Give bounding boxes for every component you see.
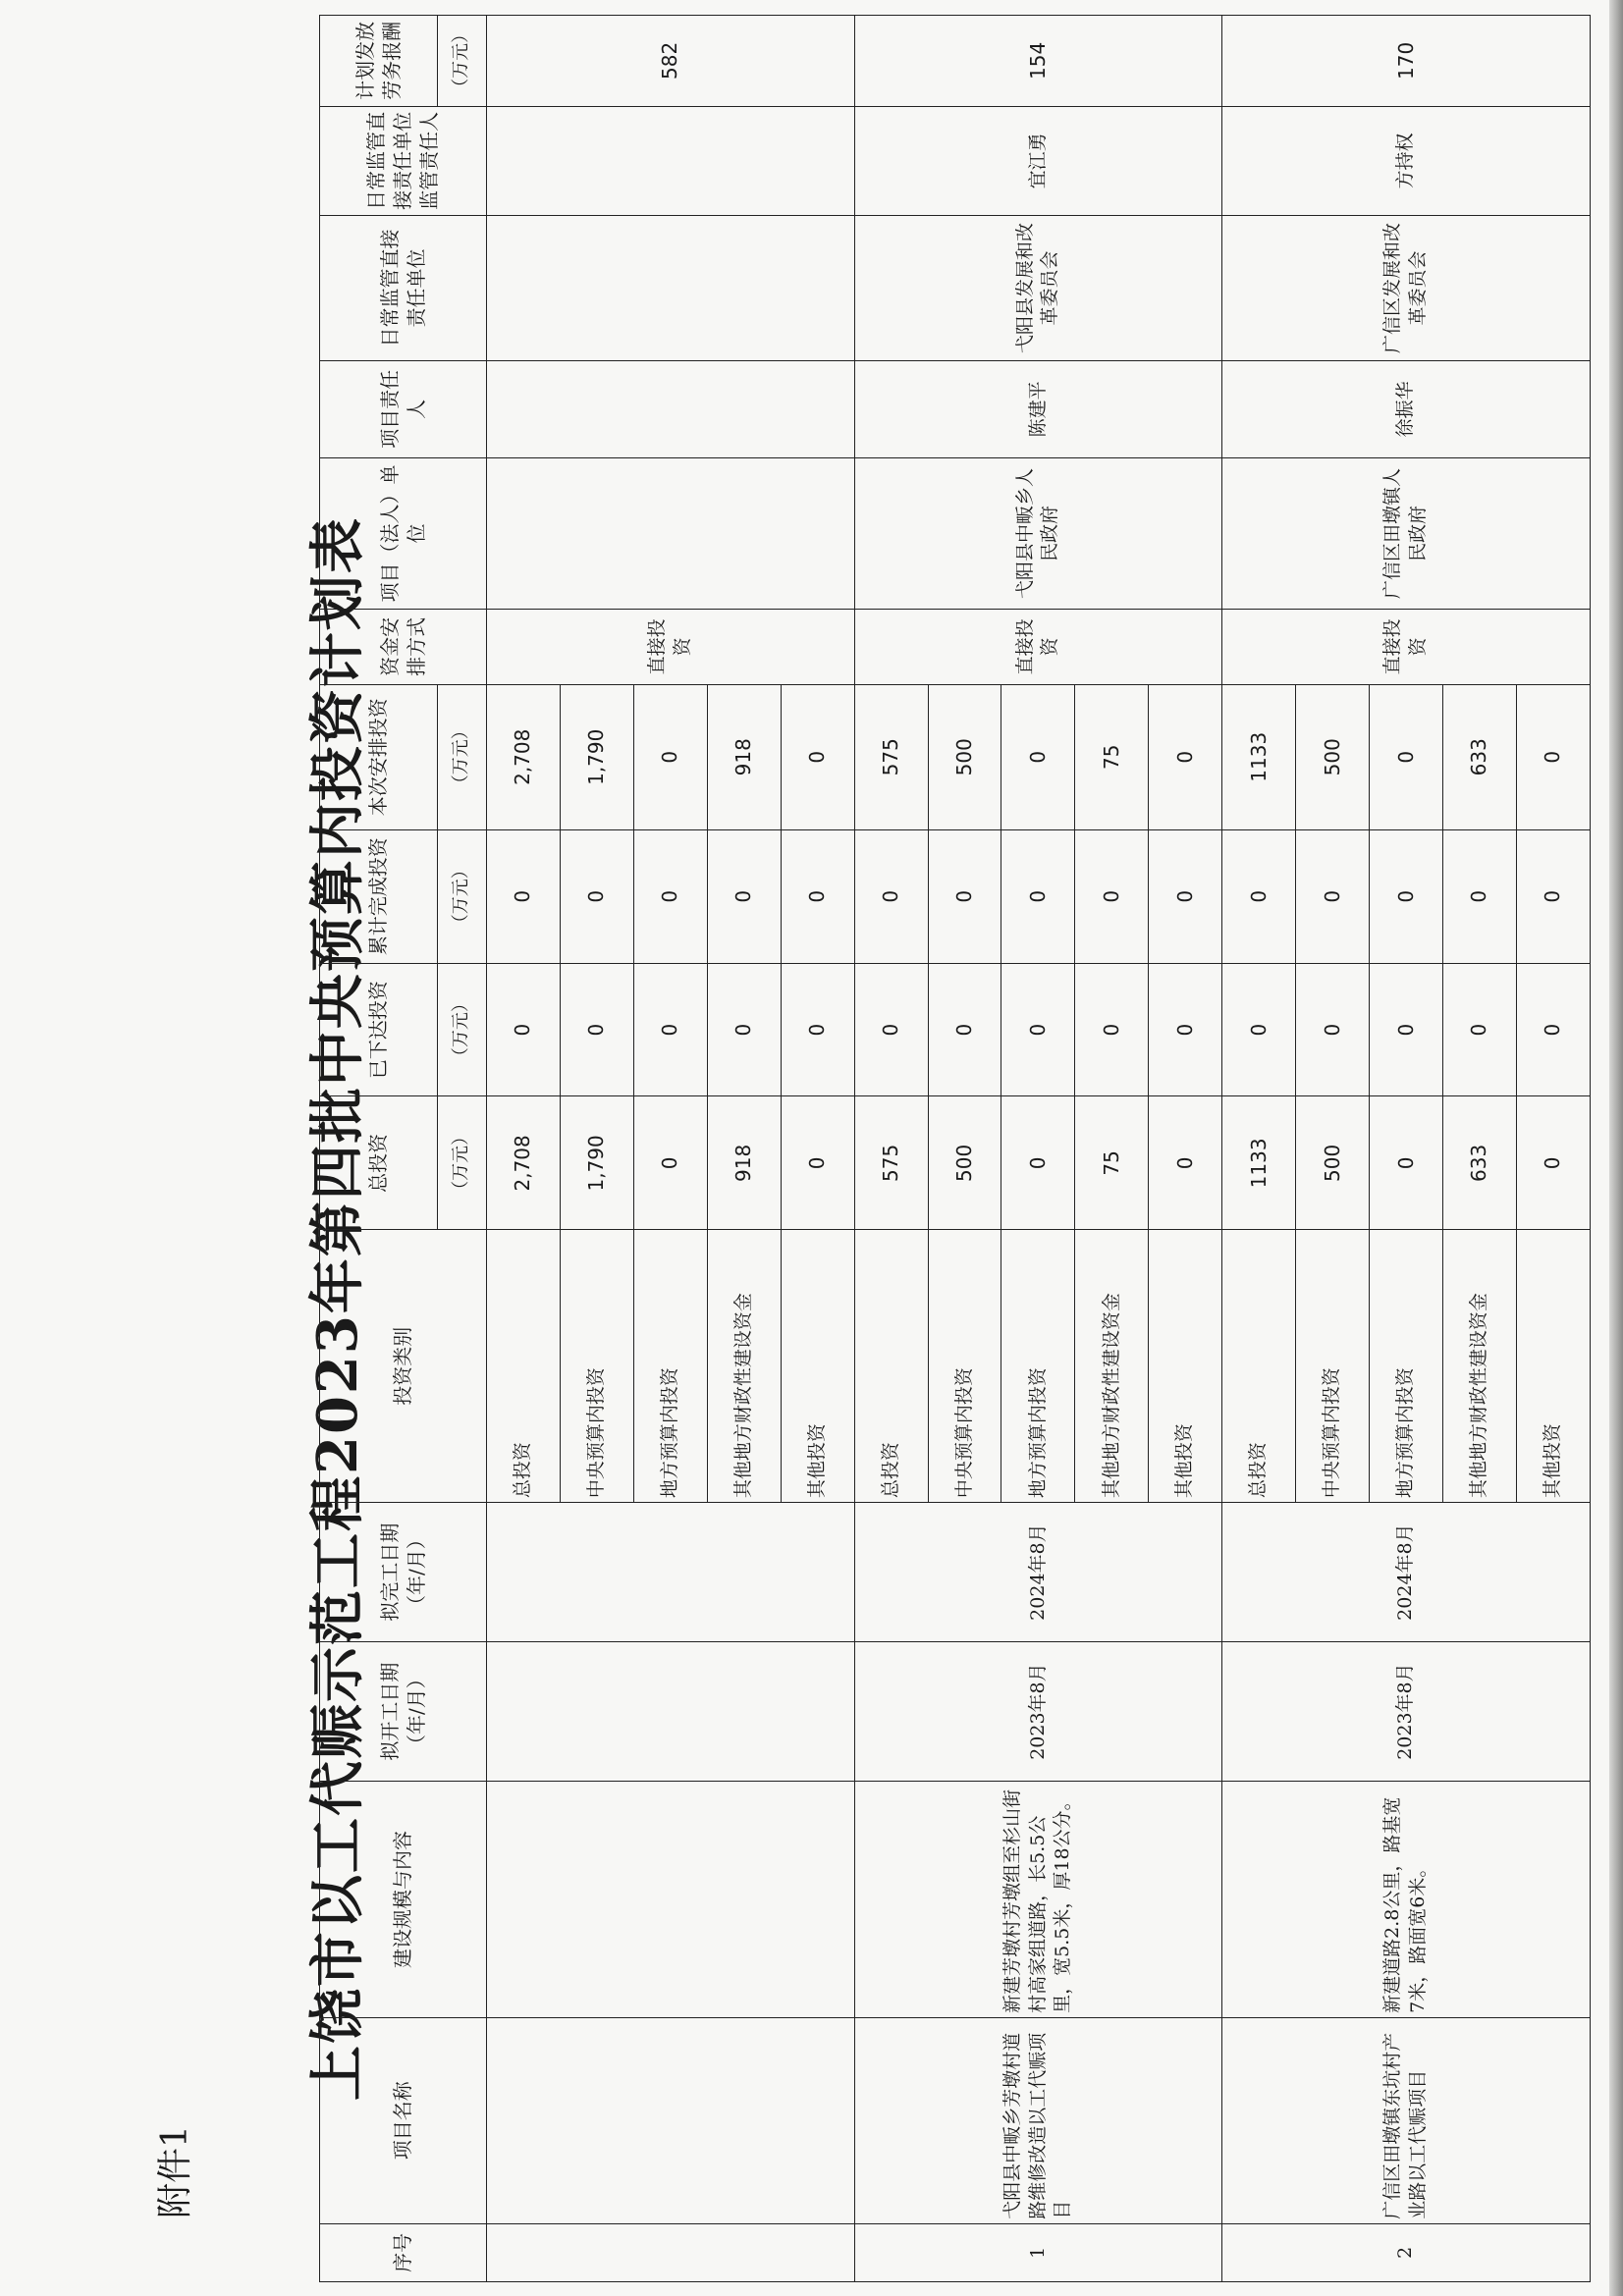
category-cell: 其他地方财政性建设资金 (707, 1230, 781, 1503)
completed-cell: 0 (1370, 829, 1443, 963)
category-cell: 其他投资 (781, 1230, 854, 1503)
end-cell: 2024年8月 (854, 1503, 1222, 1642)
total-cell: 500 (928, 1096, 1001, 1230)
method-cell: 直接投资 (487, 610, 855, 685)
this-time-cell: 0 (781, 684, 854, 829)
seq-cell: 2 (1222, 2223, 1591, 2281)
table-row (487, 16, 561, 2282)
supervise-person-cell: 宜江勇 (854, 106, 1222, 215)
start-cell: 2023年8月 (1222, 1642, 1591, 1782)
scale-cell: 新建道路2.8公里，路基宽7米，路面宽6米。 (1222, 1782, 1591, 2018)
this-time-cell: 500 (928, 684, 1001, 829)
unit-cell: 广信区田墩镇人民政府 (1222, 457, 1591, 609)
category-cell: 总投资 (854, 1230, 928, 1503)
category-cell: 其他地方财政性建设资金 (1075, 1230, 1149, 1503)
method-cell: 直接投资 (1222, 610, 1591, 685)
header-category: 投资类别 (320, 1230, 487, 1503)
start-cell: 2023年8月 (854, 1642, 1222, 1782)
scale-cell: 新建芳墩村芳墩组至杉山街村高家组道路，长5.5公里，宽5.5米，厚18公分。 (854, 1782, 1222, 2018)
total-cell: 1,790 (560, 1096, 633, 1230)
completed-cell: 0 (1296, 829, 1370, 963)
issued-cell: 0 (1075, 963, 1149, 1096)
header-person: 项目责任人 (320, 361, 487, 458)
unit-completed: （万元） (438, 829, 487, 963)
issued-cell: 0 (1296, 963, 1370, 1096)
this-time-cell: 1133 (1222, 684, 1296, 829)
supervise-unit-cell: 广信区发展和改革委员会 (1222, 215, 1591, 360)
this-time-cell: 2,708 (487, 684, 561, 829)
scan-edge (1609, 0, 1623, 2296)
issued-cell: 0 (1442, 963, 1516, 1096)
header-unit: 项目（法人）单位 (320, 457, 487, 609)
issued-cell: 0 (854, 963, 928, 1096)
issued-cell: 0 (1370, 963, 1443, 1096)
issued-cell: 0 (1516, 963, 1590, 1096)
summary-seq (487, 2223, 855, 2281)
header-method: 资金安排方式 (320, 610, 487, 685)
table-row (1222, 16, 1296, 2282)
issued-cell: 0 (1222, 963, 1296, 1096)
total-cell: 0 (1001, 1096, 1075, 1230)
issued-cell: 0 (707, 963, 781, 1096)
category-cell: 地方预算内投资 (1370, 1230, 1443, 1503)
this-time-cell: 575 (854, 684, 928, 829)
this-time-cell: 500 (1296, 684, 1370, 829)
this-time-cell: 0 (1516, 684, 1590, 829)
completed-cell: 0 (854, 829, 928, 963)
this-time-cell: 75 (1075, 684, 1149, 829)
person-cell: 陈建平 (854, 361, 1222, 458)
this-time-cell: 0 (633, 684, 707, 829)
summary-start (487, 1642, 855, 1782)
header-issued: 已下达投资 (320, 963, 438, 1096)
summary-person (487, 361, 855, 458)
summary-unit (487, 457, 855, 609)
header-supervise-unit: 日常监管直接责任单位 (320, 215, 487, 360)
category-cell: 其他地方财政性建设资金 (1442, 1230, 1516, 1503)
total-cell: 0 (633, 1096, 707, 1230)
issued-cell: 0 (781, 963, 854, 1096)
total-cell: 0 (1149, 1096, 1222, 1230)
total-cell: 575 (854, 1096, 928, 1230)
total-cell: 500 (1296, 1096, 1370, 1230)
completed-cell: 0 (707, 829, 781, 963)
method-cell: 直接投资 (854, 610, 1222, 685)
unit-labor: （万元） (438, 16, 487, 107)
issued-cell: 0 (560, 963, 633, 1096)
supervise-unit-cell: 弋阳县发展和改革委员会 (854, 215, 1222, 360)
issued-cell: 0 (1149, 963, 1222, 1096)
supervise-person-cell: 方持权 (1222, 106, 1591, 215)
category-cell: 其他投资 (1516, 1230, 1590, 1503)
category-cell: 中央预算内投资 (928, 1230, 1001, 1503)
header-row (320, 16, 438, 2282)
labor-cell: 582 (487, 16, 855, 107)
this-time-cell: 0 (1370, 684, 1443, 829)
page-title: 上饶市以工代赈示范工程2023年第四批中央预算内投资计划表 (305, 516, 370, 2101)
header-seq: 序号 (320, 2223, 487, 2281)
completed-cell: 0 (1001, 829, 1075, 963)
total-cell: 1133 (1222, 1096, 1296, 1230)
category-cell: 其他投资 (1149, 1230, 1222, 1503)
this-time-cell: 918 (707, 684, 781, 829)
summary-name (487, 2017, 855, 2223)
unit-issued: （万元） (438, 963, 487, 1096)
header-name: 项目名称 (320, 2017, 487, 2223)
header-supervise-person: 日常监管直接责任单位监管责任人 (320, 106, 487, 215)
header-start: 拟开工日期（年/月） (320, 1642, 487, 1782)
project-name-cell: 广信区田墩镇东坑村产业路以工代赈项目 (1222, 2017, 1591, 2223)
this-time-cell: 633 (1442, 684, 1516, 829)
summary-supervise-person (487, 106, 855, 215)
completed-cell: 0 (560, 829, 633, 963)
header-labor: 计划发放劳务报酬 (320, 16, 438, 107)
seq-cell: 1 (854, 2223, 1222, 2281)
total-cell: 633 (1442, 1096, 1516, 1230)
total-cell: 0 (1370, 1096, 1443, 1230)
header-scale: 建设规模与内容 (320, 1782, 487, 2018)
header-end: 拟完工日期（年/月） (320, 1503, 487, 1642)
this-time-cell: 0 (1001, 684, 1075, 829)
category-cell: 地方预算内投资 (633, 1230, 707, 1503)
completed-cell: 0 (1075, 829, 1149, 963)
person-cell: 徐振华 (1222, 361, 1591, 458)
summary-end (487, 1503, 855, 1642)
table-row (854, 16, 928, 2282)
completed-cell: 0 (928, 829, 1001, 963)
category-cell: 中央预算内投资 (1296, 1230, 1370, 1503)
total-cell: 0 (1516, 1096, 1590, 1230)
issued-cell: 0 (1001, 963, 1075, 1096)
labor-cell: 170 (1222, 16, 1591, 107)
investment-plan-table (319, 15, 1591, 2282)
unit-cell: 弋阳县中畈乡人民政府 (854, 457, 1222, 609)
summary-supervise-unit (487, 215, 855, 360)
total-cell: 0 (781, 1096, 854, 1230)
issued-cell: 0 (928, 963, 1001, 1096)
completed-cell: 0 (487, 829, 561, 963)
completed-cell: 0 (1222, 829, 1296, 963)
total-cell: 75 (1075, 1096, 1149, 1230)
issued-cell: 0 (487, 963, 561, 1096)
category-cell: 地方预算内投资 (1001, 1230, 1075, 1503)
header-this-time: 本次安排投资 (320, 684, 438, 829)
unit-total: （万元） (438, 1096, 487, 1230)
attachment-label: 附件1 (155, 2125, 195, 2218)
category-cell: 总投资 (1222, 1230, 1296, 1503)
total-cell: 2,708 (487, 1096, 561, 1230)
completed-cell: 0 (1442, 829, 1516, 963)
investment-plan-table-wrapper (319, 15, 1591, 2282)
completed-cell: 0 (1149, 829, 1222, 963)
this-time-cell: 1,790 (560, 684, 633, 829)
project-name-cell: 弋阳县中畈乡芳墩村道路维修改造以工代赈项目 (854, 2017, 1222, 2223)
category-cell: 中央预算内投资 (560, 1230, 633, 1503)
end-cell: 2024年8月 (1222, 1503, 1591, 1642)
category-cell: 总投资 (487, 1230, 561, 1503)
this-time-cell: 0 (1149, 684, 1222, 829)
summary-scale (487, 1782, 855, 2018)
header-total: 总投资 (320, 1096, 438, 1230)
completed-cell: 0 (781, 829, 854, 963)
header-completed: 累计完成投资 (320, 829, 438, 963)
total-cell: 918 (707, 1096, 781, 1230)
issued-cell: 0 (633, 963, 707, 1096)
labor-cell: 154 (854, 16, 1222, 107)
completed-cell: 0 (1516, 829, 1590, 963)
completed-cell: 0 (633, 829, 707, 963)
unit-this-time: （万元） (438, 684, 487, 829)
